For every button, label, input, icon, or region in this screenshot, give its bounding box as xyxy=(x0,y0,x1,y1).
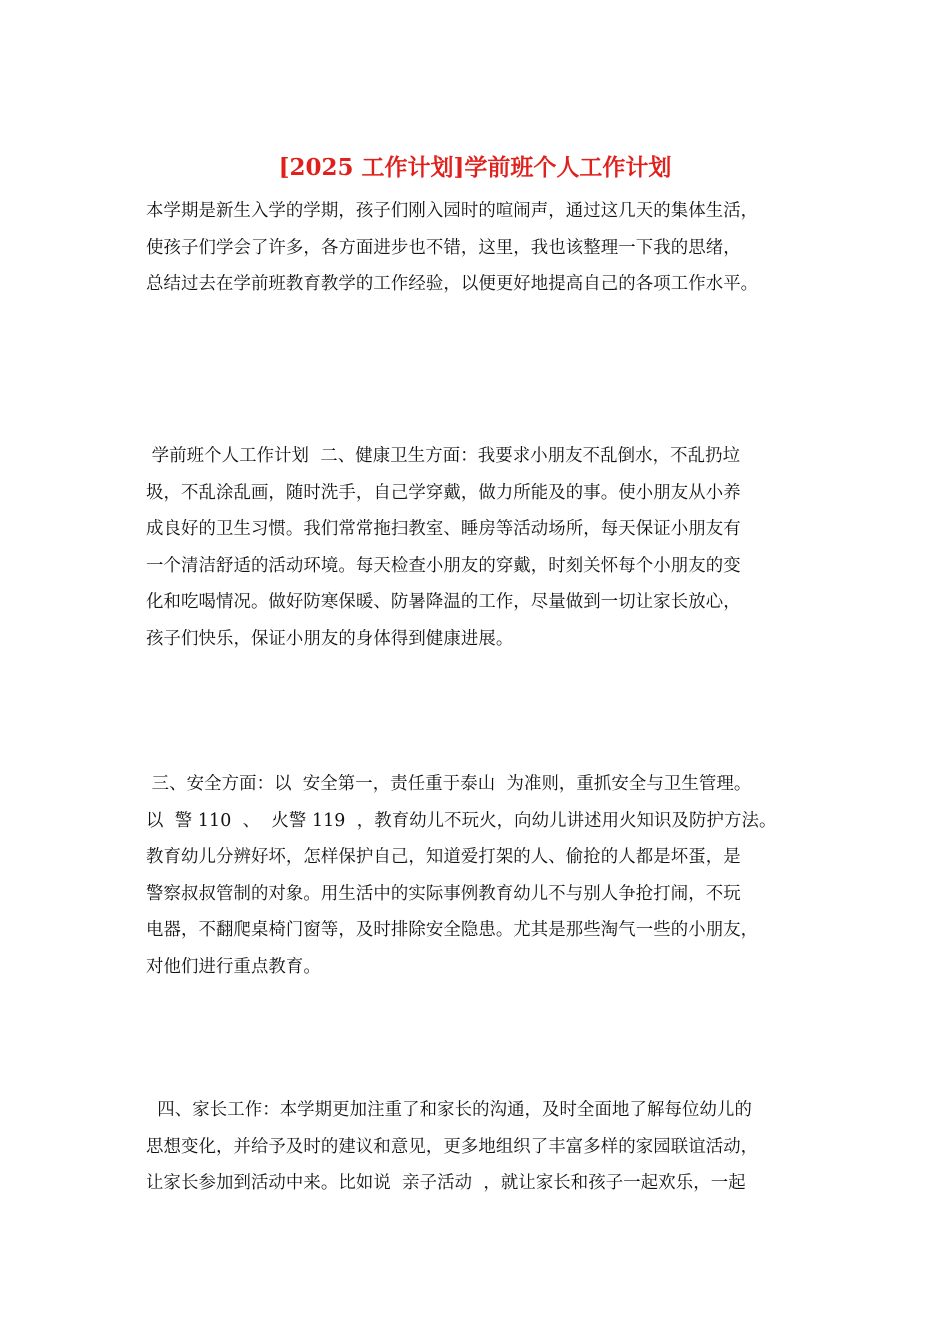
paragraph-safety xyxy=(146,766,826,985)
text-line: 三、安全方面：以 安全第一，责任重于泰山 为准则，重抓安全与卫生管理。 xyxy=(146,774,752,794)
paragraph-intro xyxy=(146,193,826,303)
document-title: [2025 工作计划]学前班个人工作计划 xyxy=(278,154,672,181)
text-line: 成良好的卫生习惯。我们常常拖扫教室、睡房等活动场所，每天保证小朋友有 xyxy=(146,519,741,539)
paragraph-health xyxy=(146,438,826,657)
text-line: 思想变化，并给予及时的建议和意见，更多地组织了丰富多样的家园联谊活动， xyxy=(146,1136,759,1157)
text-line: 学前班个人工作计划 二、健康卫生方面：我要求小朋友不乱倒水，不乱扔垃 xyxy=(146,446,741,466)
text-line: 使孩子们学会了许多，各方面进步也不错，这里，我也该整理一下我的思绪， xyxy=(146,237,741,258)
text-line: 让家长参加到活动中来。比如说 亲子活动 ，就让家长和孩子一起欢乐，一起 xyxy=(146,1173,746,1193)
paragraph-parents xyxy=(146,1092,826,1202)
text-line: 四、家长工作：本学期更加注重了和家长的沟通，及时全面地了解每位幼儿的 xyxy=(146,1100,752,1120)
text-line: 以 警 110 、 火警 119 ，教育幼儿不玩火，向幼儿讲述用火知识及防护方法。 xyxy=(146,810,777,831)
text-line: 教育幼儿分辨好坏，怎样保护自己，知道爱打架的人、偷抢的人都是坏蛋，是 xyxy=(146,847,741,867)
text-line: 一个清洁舒适的活动环境。每天检查小朋友的穿戴，时刻关怀每个小朋友的变 xyxy=(146,555,741,576)
text-line: 本学期是新生入学的学期，孩子们刚入园时的喧闹声，通过这几天的集体生活， xyxy=(146,201,759,221)
text-line: 对他们进行重点教育。 xyxy=(146,956,321,977)
text-line: 化和吃喝情况。做好防寒保暖、防暑降温的工作，尽量做到一切让家长放心， xyxy=(146,592,741,612)
text-line: 总结过去在学前班教育教学的工作经验，以便更好地提高自己的各项工作水平。 xyxy=(146,274,759,294)
text-line: 电器，不翻爬桌椅门窗等，及时排除安全隐患。尤其是那些淘气一些的小朋友， xyxy=(146,920,759,940)
text-line: 警察叔叔管制的对象。用生活中的实际事例教育幼儿不与别人争抢打闹，不玩 xyxy=(146,883,741,904)
text-line: 孩子们快乐，保证小朋友的身体得到健康进展。 xyxy=(146,628,514,649)
text-line: 圾，不乱涂乱画，随时洗手，自己学穿戴，做力所能及的事。使小朋友从小养 xyxy=(146,482,741,503)
